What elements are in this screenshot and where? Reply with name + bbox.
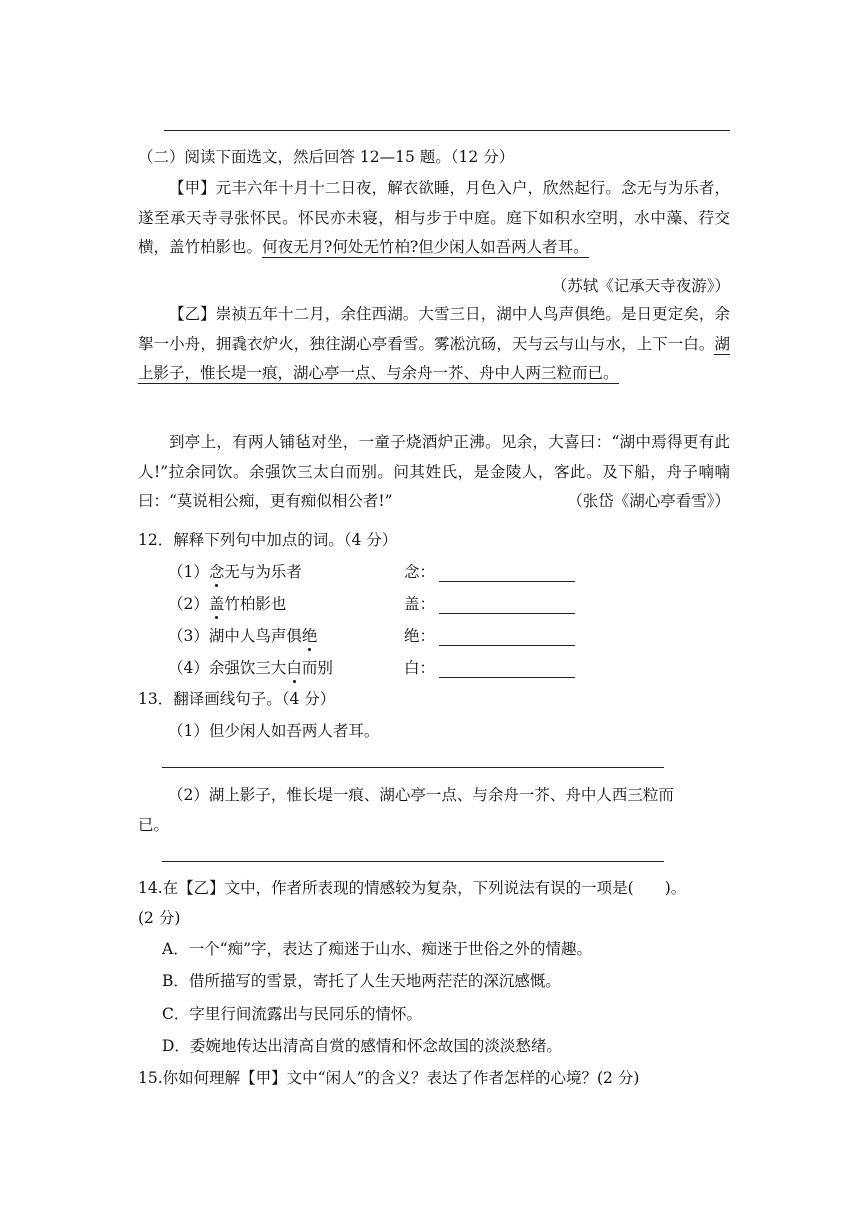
passage-yi-underlined: 湖上影子，惟长堤一痕，湖心亭一点、与余舟一芥、舟中人两三粒而已。 <box>138 334 730 382</box>
q12-answer-blank[interactable] <box>439 628 575 646</box>
q12-answer-label: 盖： <box>404 595 436 613</box>
passage-yi <box>138 300 730 389</box>
header-rule <box>164 130 730 131</box>
q12-answer-label: 白： <box>404 659 436 677</box>
q12-item-pre: 湖中人鸟声俱 <box>208 627 302 645</box>
q12-item-2 <box>168 592 286 614</box>
q14-stem-line2: (2 分) <box>138 909 181 927</box>
q13-sentence-2-line2: 已。 <box>138 816 170 834</box>
passage-yi-continued <box>138 428 730 517</box>
q13-answer-line-1[interactable] <box>162 767 664 768</box>
q12-answer-blank[interactable] <box>439 596 575 614</box>
passage-yi-source: （张岱《湖心亭看雪》） <box>567 492 730 510</box>
section-heading: （二）阅读下面选文，然后回答 12—15 题。（12 分） <box>138 148 515 166</box>
q13-title: 13．翻译画线句子。（4 分） <box>138 690 336 708</box>
q12-answer-4[interactable] <box>404 656 575 678</box>
q14-option-c[interactable]: C．字里行间流露出与民同乐的情怀。 <box>162 1005 422 1023</box>
q12-item-4 <box>168 656 333 678</box>
q13-sentence-2-line1: （2）湖上影子，惟长堤一痕、湖心亭一点、与余舟一芥、舟中人西三粒而 <box>168 786 674 804</box>
q12-item-num: （3） <box>168 627 209 645</box>
q12-answer-3[interactable] <box>404 624 575 646</box>
passage-yi-text: 【乙】崇祯五年十二月，余住西湖。大雪三日，湖中人鸟声俱绝。是日更定矣，余挐一小舟，拥毳衣炉火，独往湖心亭看雪。雾凇沆砀，天与云与山与水，上下一白。 <box>138 305 730 353</box>
q12-dotted-word: 绝 <box>302 624 318 646</box>
q12-item-post: 竹柏影也 <box>224 595 287 613</box>
q12-title: 12．解释下列句中加点的词。（4 分） <box>138 531 398 549</box>
q14-stem-line1: 14.在【乙】文中，作者所表现的情感较为复杂，下列说法有误的一项是( )。 <box>138 879 687 897</box>
q12-dotted-word: 念 <box>209 560 225 582</box>
q12-answer-blank[interactable] <box>439 564 575 582</box>
q13-answer-line-2[interactable] <box>162 861 664 862</box>
q12-item-num: （1） <box>168 563 209 581</box>
q12-item-3 <box>168 624 317 646</box>
q12-item-post: 而别 <box>301 659 333 677</box>
q12-dotted-word: 白 <box>286 656 302 678</box>
q12-answer-blank[interactable] <box>439 660 575 678</box>
q12-answer-label: 绝： <box>404 627 436 645</box>
q14-option-d[interactable]: D．委婉地传达出清高自赏的感情和怀念故国的淡淡愁绪。 <box>162 1037 562 1055</box>
q12-item-post: 无与为乐者 <box>224 563 302 581</box>
q14-option-a[interactable]: A．一个“痴”字，表达了痴迷于山水、痴迷于世俗之外的情趣。 <box>162 940 593 958</box>
passage-jia-underlined: 何夜无月?何处无竹柏?但少闲人如吾两人者耳。 <box>262 238 589 256</box>
q12-answer-1[interactable] <box>404 560 575 582</box>
passage-jia <box>138 174 730 263</box>
q12-dotted-word: 盖 <box>209 592 225 614</box>
q12-answer-label: 念： <box>404 563 436 581</box>
passage-jia-text: 【甲】元丰六年十月十二日夜，解衣欲睡，月色入户，欣然起行。念无与为乐者，遂至承天寺寻张怀民。怀民亦未寝，相与步于中庭。庭下如积水空明，水中藻、荇交横，盖竹柏影也。 <box>138 179 730 256</box>
q12-item-1 <box>168 560 302 582</box>
q12-answer-2[interactable] <box>404 592 575 614</box>
q12-item-num: （4） <box>168 659 209 677</box>
q15-stem: 15.你如何理解【甲】文中“闲人”的含义？表达了作者怎样的心境？(2 分) <box>138 1069 640 1087</box>
passage-jia-source: （苏轼《记承天寺夜游》） <box>551 277 730 295</box>
q13-sentence-1: （1）但少闲人如吾两人者耳。 <box>168 722 380 740</box>
passage-yi-text2: 到亭上，有两人铺毡对坐，一童子烧酒炉正沸。见余，大喜曰：“湖中焉得更有此人!”拉余同饮。余强饮三太白而别。问其姓氏，是金陵人，客此。及下船，舟子喃喃曰：“莫说相公痴，更有痴似相公者!” <box>138 433 730 510</box>
q12-item-pre: 余强饮三大 <box>208 659 287 677</box>
q14-option-b[interactable]: B．借所描写的雪景，寄托了人生天地两茫茫的深沉感慨。 <box>162 972 561 990</box>
q12-item-num: （2） <box>168 595 209 613</box>
